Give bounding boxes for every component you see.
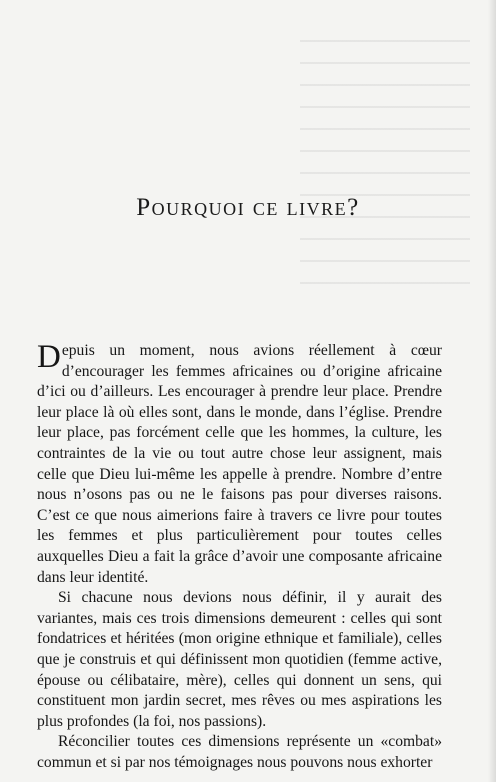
paragraph-2: Si chacune nous devions nous définir, il y aurait des variantes, mais ces trois dimensions demeurent : celles qui sont fondatrices et héritées (mon origine ethnique et familiale), celles que je construis et qui définissent mon quotidien (femme active, épouse ou célibataire, mère), celles qui donnent un sens, qui constituent mon jardin secret, mes rêves ou mes aspirations les plus profondes (la foi, nos passions).	[37, 589, 442, 730]
bleed-through-shadow	[300, 40, 470, 300]
body-text	[37, 341, 442, 773]
paragraph-1	[37, 341, 442, 588]
chapter-title: Pourquoi ce livre?	[136, 194, 360, 221]
paragraph-1-text: epuis un moment, nous avions réellement à cœur d’encourager les femmes africaines ou d’origine africaine d’ici ou d’ailleurs. Les encourager à prendre leur place. Prendre leur place là où elles sont, dans le monde, dans l’église. Prendre leur place, pas forcément celle que les hommes, la culture, les contraintes de la vie ou tout autre chose leur assignent, mais celle que Dieu lui-même les appelle à prendre. Nombre d’entre nous n’osons pas ou ne le faisons pas pour diverses raisons. C’est ce que nous aimerions faire à travers ce livre pour toutes les femmes et plus particulièrement pour toutes celles auxquelles Dieu a fait la grâce d’avoir une composante africaine dans leur identité.	[37, 342, 442, 586]
page-edge-shadow	[488, 0, 496, 782]
paragraph-3: Réconcilier toutes ces dimensions représente un «combat» commun et si par nos témoignages nous pouvons nous exhorter	[37, 733, 442, 771]
drop-cap: D	[37, 339, 61, 375]
